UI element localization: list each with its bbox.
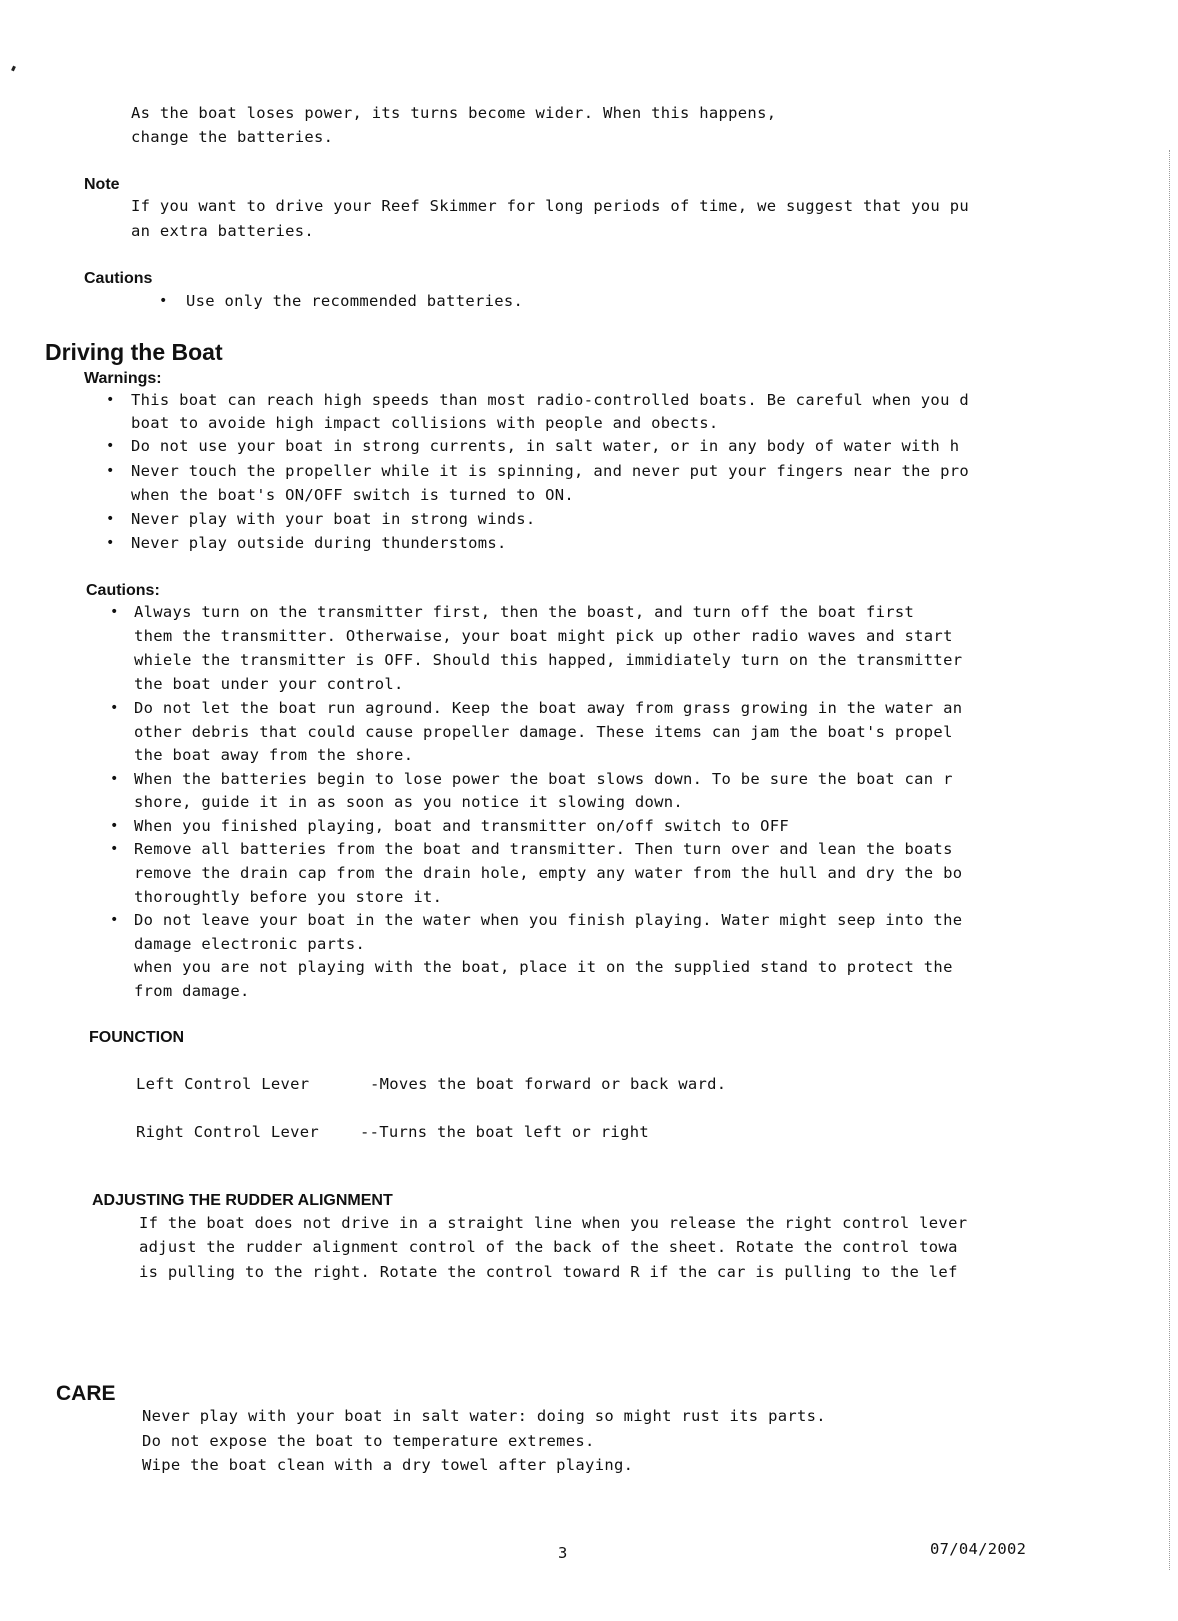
bullet: • xyxy=(110,912,119,928)
caution-1-line-3: whiele the transmitter is OFF. Should this happed, immidiately turn on the transmitter xyxy=(134,651,963,669)
caution-1-line-2: them the transmitter. Otherwaise, your boat might pick up other radio waves and start xyxy=(134,627,953,645)
bullet: • xyxy=(110,841,119,857)
caution-5-line-2: remove the drain cap from the drain hole, empty any water from the hull and dry the bo xyxy=(134,864,963,882)
caution-6-line-4: from damage. xyxy=(134,982,250,1000)
warning-1-line-1: This boat can reach high speeds than most radio-controlled boats. Be careful when you d xyxy=(131,391,969,409)
care-line-2: Do not expose the boat to temperature extremes. xyxy=(142,1432,595,1450)
warnings-label: Warnings: xyxy=(84,370,162,387)
footer-date: 07/04/2002 xyxy=(930,1540,1027,1558)
bullet: • xyxy=(110,604,119,620)
bullet: • xyxy=(110,818,119,834)
bullet: • xyxy=(106,535,115,551)
note-line-1: If you want to drive your Reef Skimmer for long periods of time, we suggest that you pu xyxy=(131,197,969,215)
caution-3-line-1: When the batteries begin to lose power the boat slows down. To be sure the boat can r xyxy=(134,770,953,788)
warning-3-line-1: Never touch the propeller while it is spinning, and never put your fingers near the pro xyxy=(131,462,969,480)
caution-1-line-1: Always turn on the transmitter first, then the boast, and turn off the boat first xyxy=(134,603,915,621)
right-control-lever-desc: --Turns the boat left or right xyxy=(360,1123,649,1141)
bullet: • xyxy=(159,293,168,309)
caution-6-line-2: damage electronic parts. xyxy=(134,935,366,953)
warning-4: Never play with your boat in strong winds. xyxy=(131,510,536,528)
right-control-lever-name: Right Control Lever xyxy=(136,1123,320,1141)
care-line-3: Wipe the boat clean with a dry towel after playing. xyxy=(142,1456,634,1474)
warning-5: Never play outside during thunderstoms. xyxy=(131,534,507,552)
cautions-top-item-1: Use only the recommended batteries. xyxy=(186,292,524,310)
left-control-lever-desc: -Moves the boat forward or back ward. xyxy=(370,1075,727,1093)
caution-6-line-3: when you are not playing with the boat, place it on the supplied stand to protect the xyxy=(134,958,953,976)
warning-2: Do not use your boat in strong currents, in salt water, or in any body of water with h xyxy=(131,437,960,455)
function-label: FOUNCTION xyxy=(89,1029,185,1046)
intro-line-1: As the boat loses power, its turns become wider. When this happens, xyxy=(131,104,777,122)
caution-5-line-3: thoroughtly before you store it. xyxy=(134,888,443,906)
caution-4: When you finished playing, boat and transmitter on/off switch to OFF xyxy=(134,817,789,835)
caution-2-line-3: the boat away from the shore. xyxy=(134,746,414,764)
bullet: • xyxy=(106,463,115,479)
caution-2-line-1: Do not let the boat run aground. Keep the boat away from grass growing in the water an xyxy=(134,699,963,717)
cautions-top-label: Cautions xyxy=(84,270,153,287)
rudder-label: ADJUSTING THE RUDDER ALIGNMENT xyxy=(92,1192,393,1209)
bullet: • xyxy=(110,700,119,716)
bullet: • xyxy=(106,438,115,454)
note-line-2: an extra batteries. xyxy=(131,222,315,240)
caution-6-line-1: Do not leave your boat in the water when you finish playing. Water might seep into the xyxy=(134,911,963,929)
warning-3-line-2: when the boat's ON/OFF switch is turned to ON. xyxy=(131,486,575,504)
cautions-label: Cautions: xyxy=(86,582,160,599)
scan-speck xyxy=(11,66,16,72)
left-control-lever-name: Left Control Lever xyxy=(136,1075,310,1093)
bullet: • xyxy=(110,771,119,787)
bullet: • xyxy=(106,511,115,527)
caution-3-line-2: shore, guide it in as soon as you notice it slowing down. xyxy=(134,793,684,811)
note-label: Note xyxy=(84,176,120,193)
rudder-line-1: If the boat does not drive in a straight line when you release the right control lever xyxy=(139,1214,968,1232)
rudder-line-2: adjust the rudder alignment control of the back of the sheet. Rotate the control towa xyxy=(139,1238,958,1256)
rudder-line-3: is pulling to the right. Rotate the control toward R if the car is pulling to the lef xyxy=(139,1263,958,1281)
bullet: • xyxy=(106,392,115,408)
care-title: CARE xyxy=(56,1382,116,1405)
caution-2-line-2: other debris that could cause propeller damage. These items can jam the boat's propel xyxy=(134,723,953,741)
scan-edge-line xyxy=(1169,150,1170,1570)
caution-5-line-1: Remove all batteries from the boat and transmitter. Then turn over and lean the boats xyxy=(134,840,953,858)
caution-1-line-4: the boat under your control. xyxy=(134,675,404,693)
section-title-driving: Driving the Boat xyxy=(45,339,223,365)
page-number: 3 xyxy=(558,1544,568,1562)
care-line-1: Never play with your boat in salt water: doing so might rust its parts. xyxy=(142,1407,826,1425)
warning-1-line-2: boat to avoide high impact collisions with people and obects. xyxy=(131,414,719,432)
intro-line-2: change the batteries. xyxy=(131,128,334,146)
